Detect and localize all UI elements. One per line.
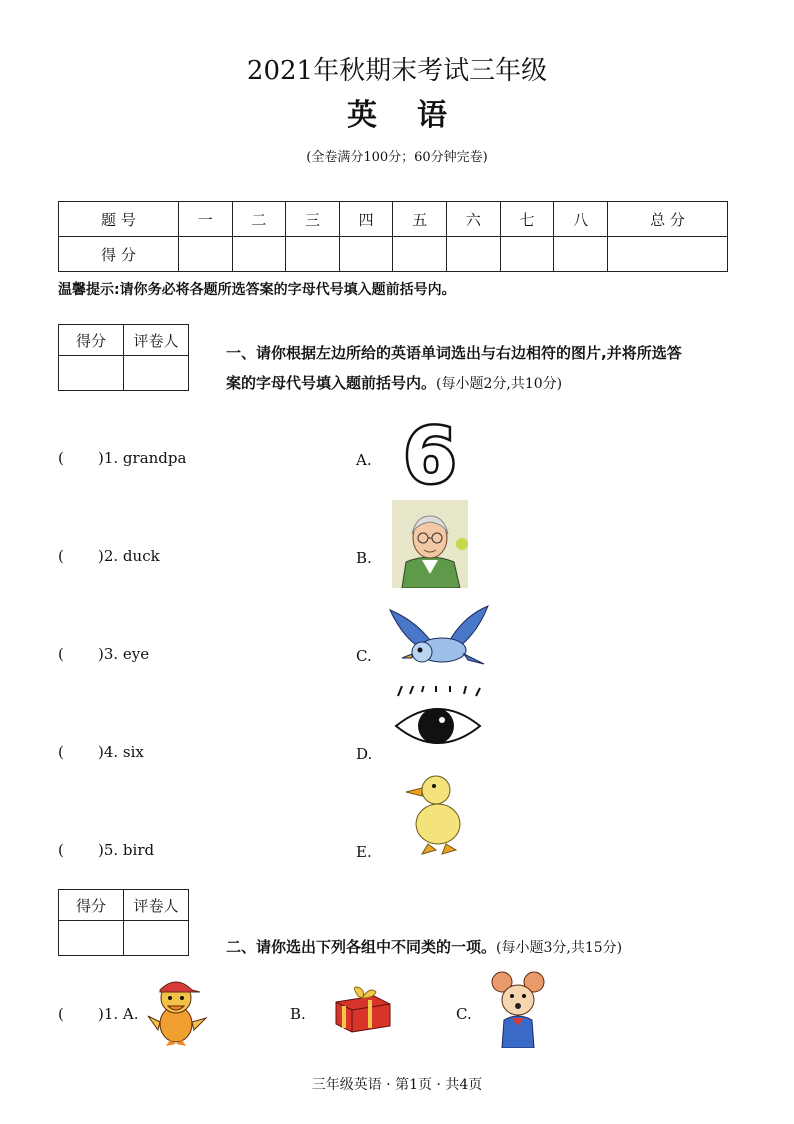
score-cell: 题 号 [59, 202, 179, 237]
score-cell: 得 分 [59, 237, 179, 272]
question-row: ( )2. duck [58, 547, 160, 565]
score-entry-cell[interactable] [500, 237, 554, 272]
section2-points: (每小题3分,共15分) [496, 940, 623, 956]
grader-score-label: 得分 [59, 325, 124, 356]
grandpa-image [392, 500, 468, 588]
duck-cap-image [146, 972, 208, 1046]
score-cell: 七 [500, 202, 554, 237]
score-cell: 二 [232, 202, 286, 237]
score-entry-cell[interactable] [232, 237, 286, 272]
score-table-score-row [59, 237, 728, 272]
question-text: )1. A. [98, 1005, 139, 1023]
grader-score-cell[interactable] [59, 921, 124, 956]
section2-title: 二、请你选出下列各组中不同类的一项。 [226, 938, 497, 956]
grader-name-label: 评卷人 [124, 325, 189, 356]
option-label: E. [356, 843, 372, 861]
question-row: ( )3. eye [58, 645, 150, 663]
question-row: ( )1. A. [58, 1005, 139, 1023]
exam-note: (全卷满分100分；60分钟完卷) [306, 150, 488, 165]
score-cell: 五 [393, 202, 447, 237]
six-digit-image [400, 414, 460, 490]
section1-heading [226, 338, 746, 399]
question-row: ( )1. grandpa [58, 449, 187, 467]
question-text: )3. eye [98, 645, 150, 663]
section1-line2: 案的字母代号填入题前括号内。 [226, 374, 437, 392]
grader-box [58, 889, 189, 956]
mouse-image [490, 968, 546, 1048]
score-cell: 一 [178, 202, 232, 237]
score-table [58, 201, 728, 272]
eye-image [392, 686, 484, 758]
subject-title: 英语 [347, 98, 487, 133]
grader-box [58, 324, 189, 391]
gift-box-image [330, 980, 394, 1034]
option-label: C. [456, 1005, 472, 1023]
question-text: )2. duck [98, 547, 160, 565]
score-entry-cell[interactable] [554, 237, 608, 272]
score-entry-cell[interactable] [393, 237, 447, 272]
option-label: B. [356, 549, 372, 567]
score-entry-cell[interactable] [339, 237, 393, 272]
grader-name-label: 评卷人 [124, 890, 189, 921]
score-cell: 总 分 [608, 202, 728, 237]
option-label: A. [356, 451, 372, 469]
grader-name-cell[interactable] [124, 356, 189, 391]
grader-score-label: 得分 [59, 890, 124, 921]
score-entry-cell[interactable] [608, 237, 728, 272]
question-text: )1. grandpa [98, 449, 187, 467]
question-row: ( )5. bird [58, 841, 155, 859]
score-entry-cell[interactable] [286, 237, 340, 272]
question-text: )4. six [98, 743, 144, 761]
grader-score-cell[interactable] [59, 356, 124, 391]
score-cell: 八 [554, 202, 608, 237]
option-label: C. [356, 647, 372, 665]
option-label: D. [356, 745, 373, 763]
section1-points: (每小题2分,共10分) [436, 376, 563, 392]
score-cell: 四 [339, 202, 393, 237]
grader-name-cell[interactable] [124, 921, 189, 956]
score-entry-cell[interactable] [178, 237, 232, 272]
section2-heading [226, 932, 622, 963]
bird-image [384, 600, 494, 672]
section1-line1: 一、请你根据左边所给的英语单词选出与右边相符的图片,并将所选答 [226, 344, 682, 362]
option-label: B. [290, 1005, 306, 1023]
question-text: )5. bird [98, 841, 155, 859]
six-digit-glyph: 6 [403, 414, 457, 490]
page-footer: 三年级英语 · 第1页 · 共4页 [311, 1077, 483, 1093]
score-entry-cell[interactable] [447, 237, 501, 272]
hint-text: 温馨提示:请你务必将各题所选答案的字母代号填入题前括号内。 [58, 282, 456, 298]
score-cell: 三 [286, 202, 340, 237]
score-table-header-row [59, 202, 728, 237]
exam-title: 2021年秋期末考试三年级 [246, 56, 548, 86]
question-row: ( )4. six [58, 743, 144, 761]
duck-image [402, 766, 466, 856]
score-cell: 六 [447, 202, 501, 237]
